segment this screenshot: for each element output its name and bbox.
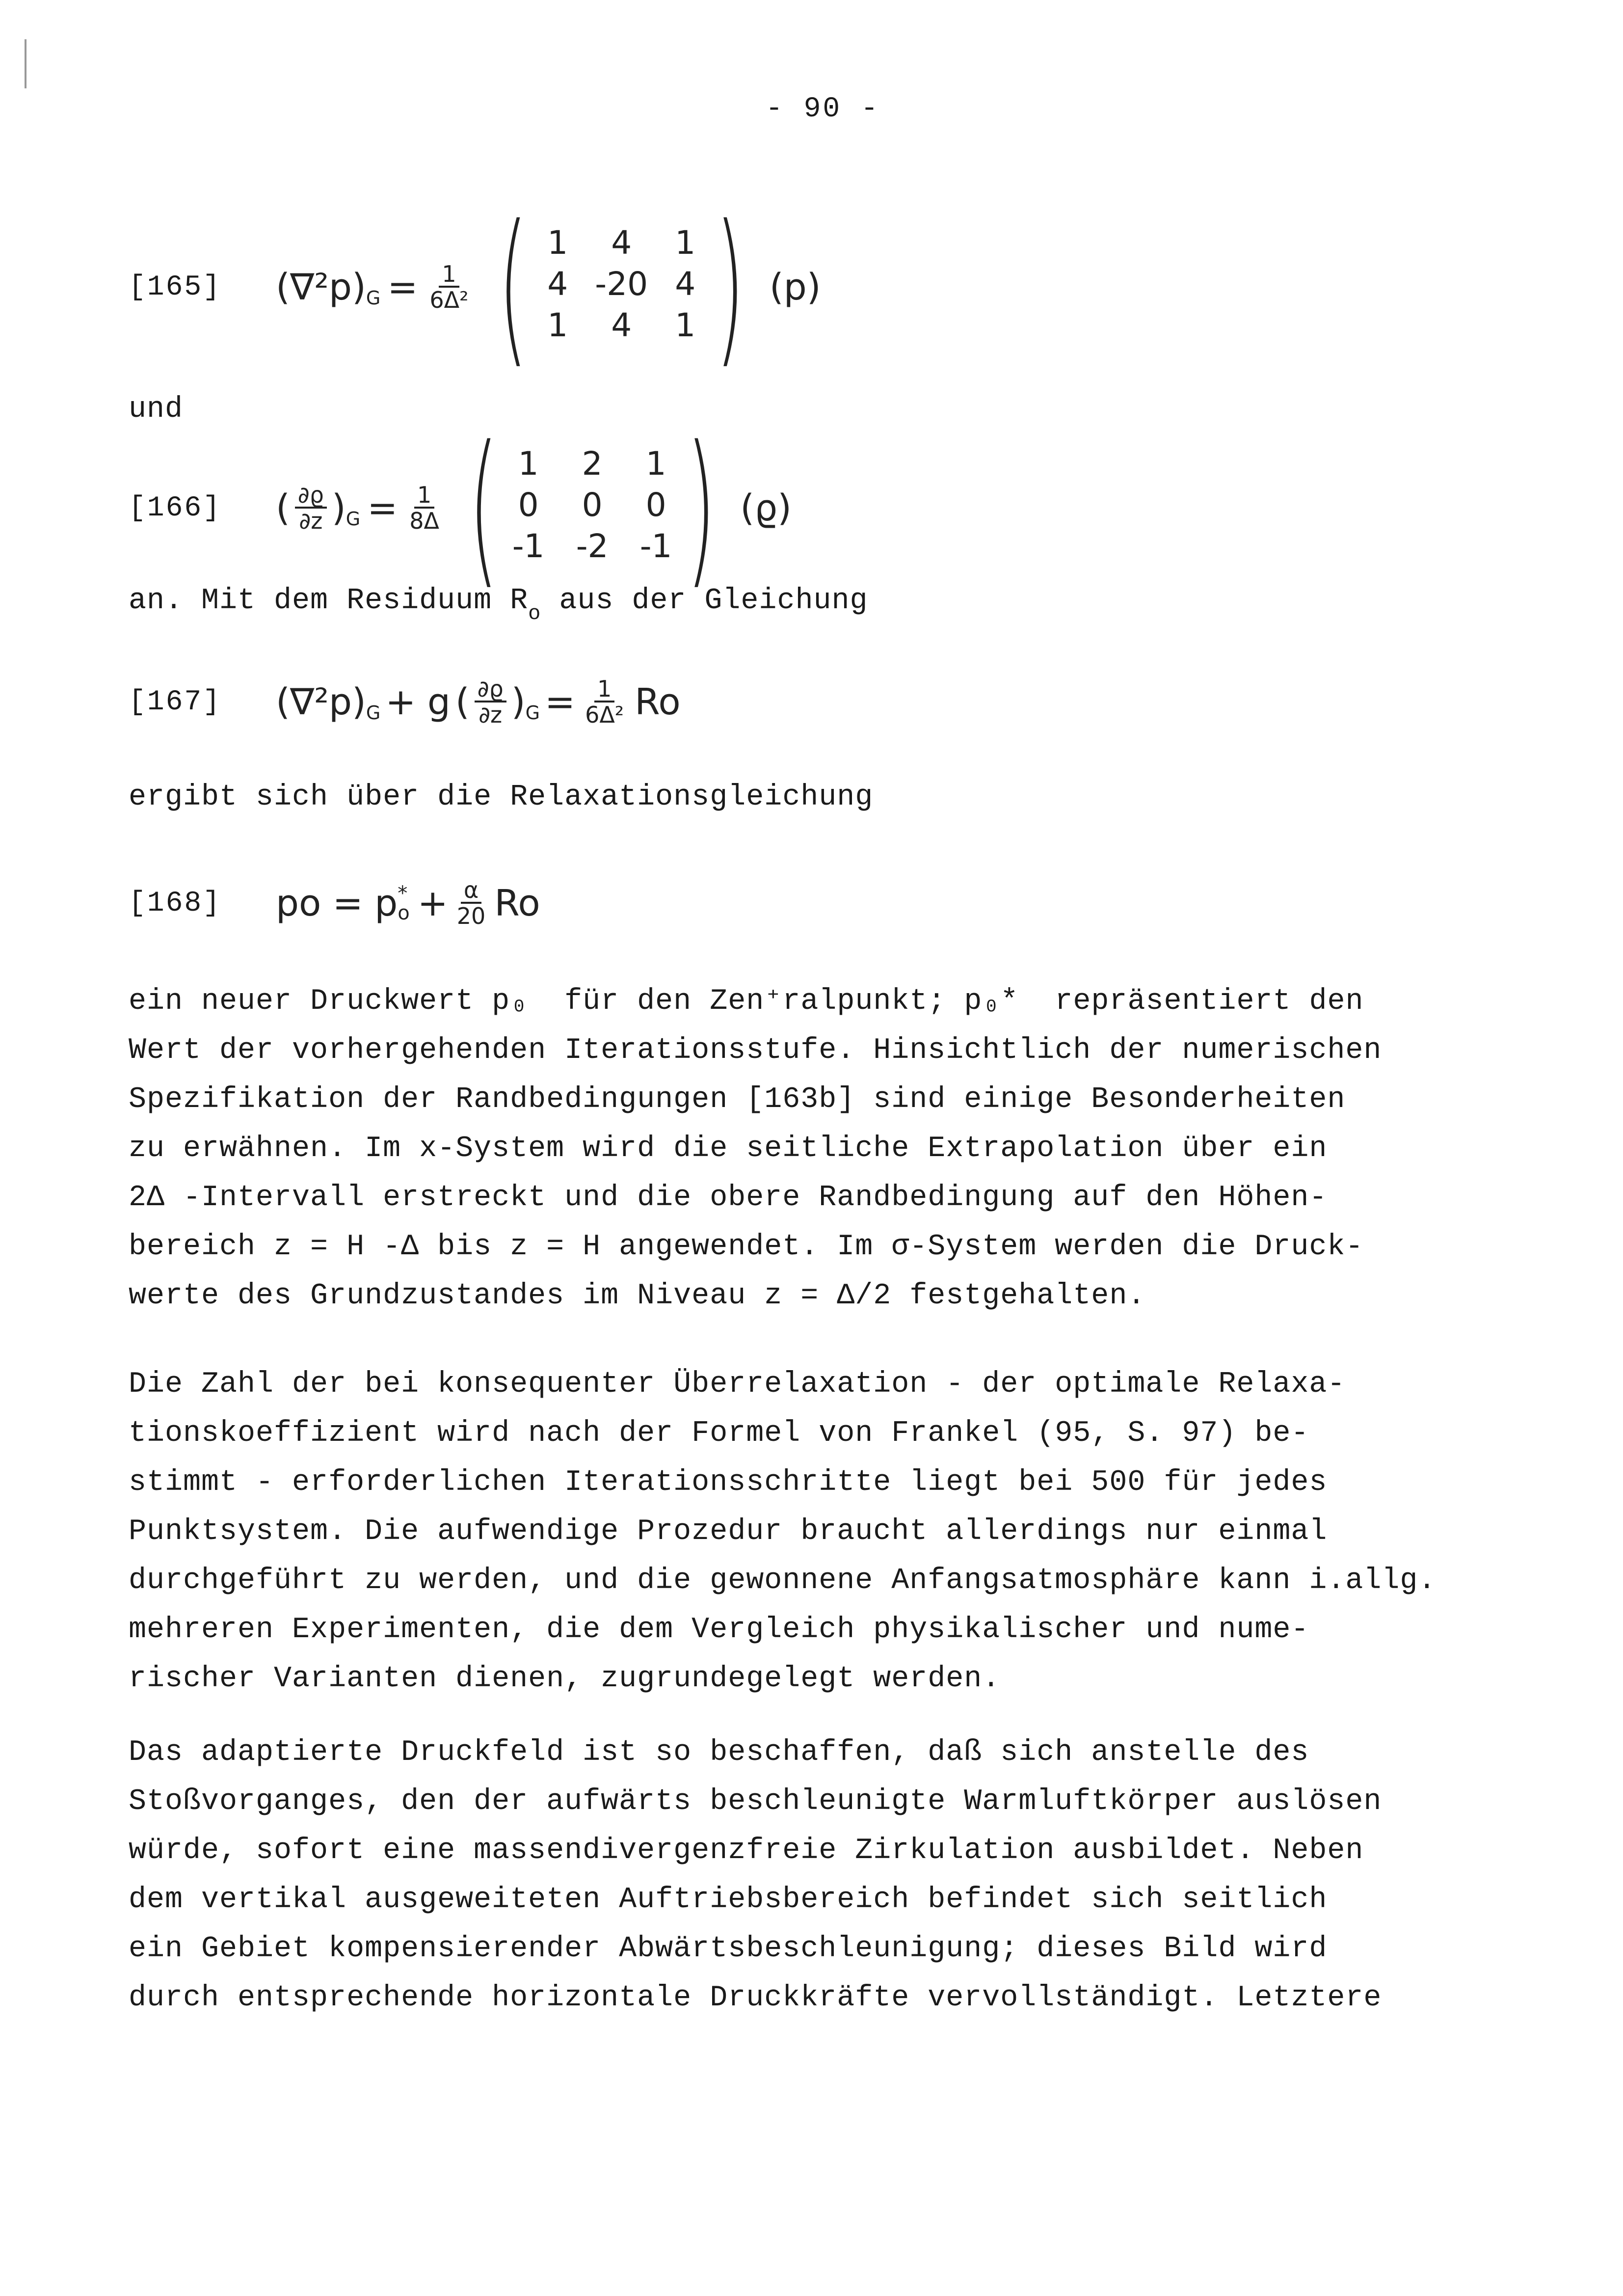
matrix-cell: -20 xyxy=(595,265,648,303)
equation-167: [167] (∇²p) G + g ( $\frac{\partial ϱ}{\partial z}$ ) G = $\frac{1}{\text{6Δ²}}$ Ro xyxy=(129,675,681,728)
text-line: stimmt - erforderlichen Iterationsschritte liegt bei 500 für jedes xyxy=(129,1466,1328,1499)
eq-operand: (p) xyxy=(769,266,821,308)
text-line: Das adaptierte Druckfeld ist so beschaffen, daß sich anstelle des xyxy=(129,1736,1309,1769)
paragraph-1 xyxy=(129,977,1552,1321)
derivative-fraction: $\frac{\partial ϱ}{\partial z}$ xyxy=(295,483,327,534)
equation-168: [168] po = p * o + $\frac{\alpha}{20}$ Ro xyxy=(129,876,540,929)
eq-operand: (ϱ) xyxy=(740,487,792,529)
equation-number: [165] xyxy=(129,271,222,303)
text-line: Spezifikation der Randbedingungen [163b] sind einige Besonderheiten xyxy=(129,1083,1346,1116)
matrix-cell: 1 xyxy=(547,306,568,344)
paragraph-3 xyxy=(129,1728,1552,2023)
matrix-cell: 4 xyxy=(611,306,632,344)
text-line: ein neuer Druckwert p₀ für den Zen⁺ralpunkt; p₀* repräsentiert den xyxy=(129,985,1364,1018)
matrix-cell: 1 xyxy=(675,223,696,262)
text-line: durch entsprechende horizontale Druckkräfte vervollständigt. Letztere xyxy=(129,1981,1382,2015)
equation-165: [165] (∇²p) G = $\frac{1}{\text{6Δ²}}$ ( 1 4 1 4 -20 4 1 4 1 ) (p) xyxy=(129,189,821,384)
matrix-cell: 0 xyxy=(518,486,539,524)
text-line: dem vertikal ausgeweiteten Auftriebsbereich befindet sich seitlich xyxy=(129,1883,1328,1917)
text-line: Wert der vorhergehenden Iterationsstufe. Hinsichtlich der numerischen xyxy=(129,1034,1382,1067)
derivative-fraction: $\frac{\partial ϱ}{\partial z}$ xyxy=(475,677,506,728)
body-text-line: an. Mit dem Residuum $R_o$ aus der Gleichung xyxy=(129,584,868,625)
text-line: würde, sofort eine massendivergenzfreie Zirkulation ausbildet. Neben xyxy=(129,1834,1364,1867)
text-line: Stoßvorganges, den der aufwärts beschleunigte Warmluftkörper auslösen xyxy=(129,1785,1382,1818)
equation-166: [166] ( $\frac{\partial ϱ}{\partial z}$ ) G = $\frac{1}{8\Delta}$ ( 1 2 1 0 0 0 -1 -2 -1 ) (ϱ) xyxy=(129,410,792,605)
matrix-cell: 1 xyxy=(675,306,696,344)
matrix-cell: 4 xyxy=(547,265,568,303)
matrix-cell: 4 xyxy=(675,265,696,303)
body-text-line: ergibt sich über die Relaxationsgleichung xyxy=(129,781,874,814)
matrix-cell: 4 xyxy=(611,223,632,262)
matrix-cell: -2 xyxy=(576,527,609,565)
equation-number: [166] xyxy=(129,492,222,524)
coefficient-fraction: $\frac{1}{8\Delta}$ xyxy=(409,481,439,534)
text-line: zu erwähnen. Im x-System wird die seitliche Extrapolation über ein xyxy=(129,1132,1328,1165)
matrix-cell: 1 xyxy=(518,444,539,483)
text-line: durchgeführt zu werden, und die gewonnene Anfangsatmosphäre kann i.allg. xyxy=(129,1564,1437,1597)
matrix-cell: 0 xyxy=(582,486,603,524)
equation-number: [168] xyxy=(129,887,222,919)
text-line: mehreren Experimenten, die dem Vergleich physikalischer und nume- xyxy=(129,1613,1309,1647)
connector-text: und xyxy=(129,393,184,426)
eq-subscript: G xyxy=(366,287,381,309)
matrix-cell: -1 xyxy=(639,527,672,565)
stencil-matrix: ( 1 2 1 0 0 0 -1 -2 -1 ) xyxy=(469,410,716,605)
text-line: tionskoeffizient wird nach der Formel von Frankel (95, S. 97) be- xyxy=(129,1417,1309,1450)
matrix-cell: 1 xyxy=(645,444,666,483)
matrix-cell: 0 xyxy=(645,486,666,524)
paragraph-2 xyxy=(129,1360,1552,1703)
text-line: bereich z = H -Δ bis z = H angewendet. Im σ-System werden die Druck- xyxy=(129,1230,1364,1264)
equation-number: [167] xyxy=(129,686,222,718)
matrix-cell: 1 xyxy=(547,223,568,262)
coefficient-fraction: $\frac{1}{\text{6Δ²}}$ xyxy=(585,675,624,728)
coefficient-fraction: $\frac{\alpha}{20}$ xyxy=(456,876,486,929)
text-line: rischer Varianten dienen, zugrundegelegt werden. xyxy=(129,1662,1001,1696)
eq-lhs: (∇²p) xyxy=(276,266,366,308)
coefficient-fraction: $\frac{1}{\text{6Δ²}}$ xyxy=(429,260,469,313)
stencil-matrix: ( 1 4 1 4 -20 4 1 4 1 ) xyxy=(498,189,745,384)
text-line: werte des Grundzustandes im Niveau z = Δ/2 festgehalten. xyxy=(129,1279,1146,1313)
matrix-cell: 2 xyxy=(582,444,603,483)
text-line: Punktsystem. Die aufwendige Prozedur braucht allerdings nur einmal xyxy=(129,1515,1328,1548)
eq-subscript: G xyxy=(346,508,361,530)
page-number: - 90 - xyxy=(766,93,880,125)
left-margin-line xyxy=(25,39,27,88)
matrix-cell: -1 xyxy=(512,527,545,565)
text-line: ein Gebiet kompensierender Abwärtsbeschleunigung; dieses Bild wird xyxy=(129,1932,1328,1966)
text-line: 2Δ -Intervall erstreckt und die obere Randbedingung auf den Höhen- xyxy=(129,1181,1328,1215)
text-line: Die Zahl der bei konsequenter Überrelaxation - der optimale Relaxa- xyxy=(129,1368,1346,1401)
